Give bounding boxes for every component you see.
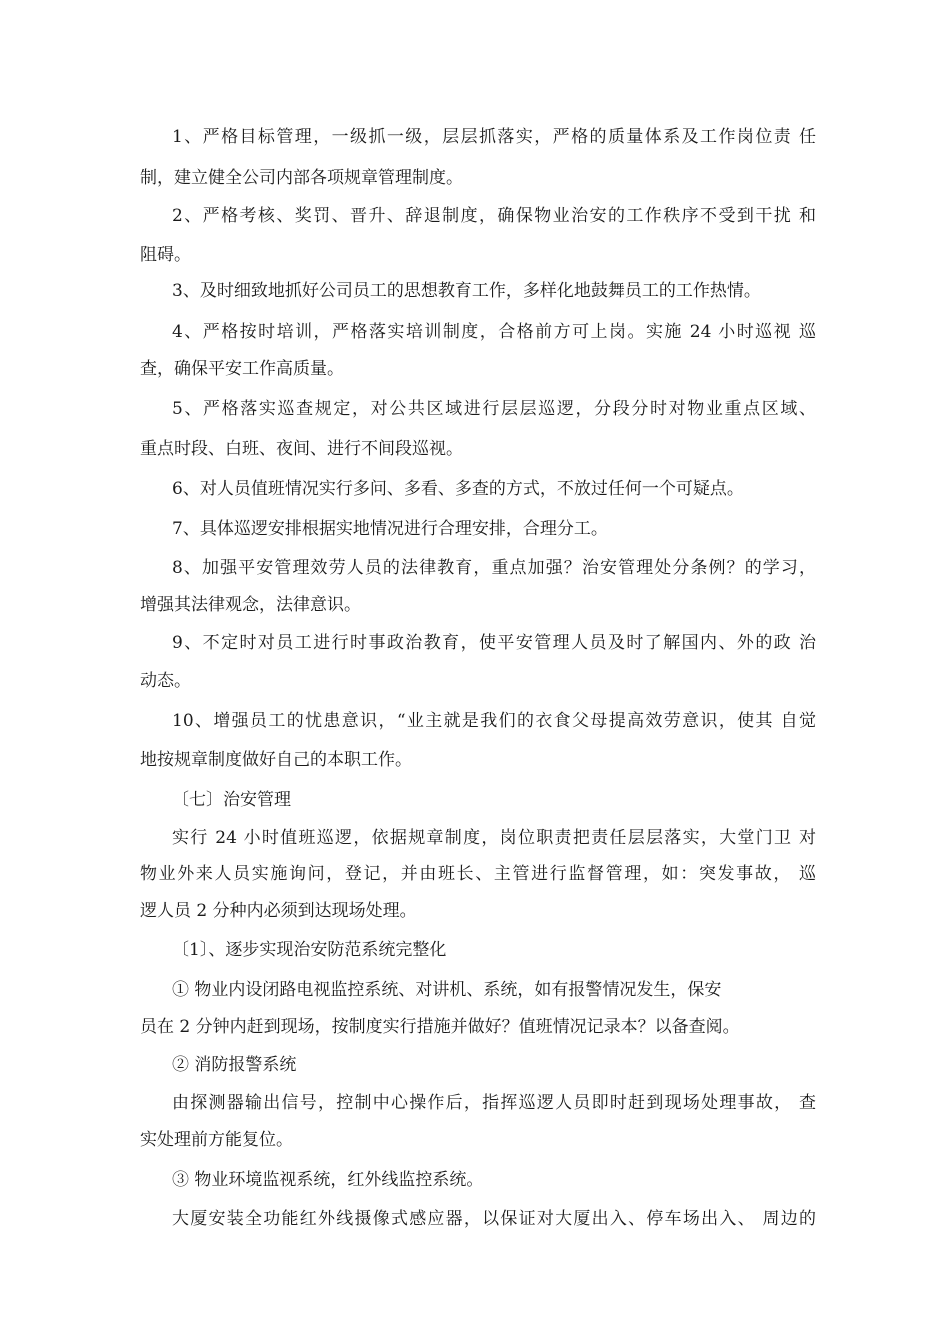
paragraph-8-line-2: 增强其法律观念，法律意识。 xyxy=(140,595,361,615)
paragraph-5-line-2: 重点时段、白班、夜间、进行不间段巡视。 xyxy=(140,439,463,459)
paragraph-6-line-1: 6、对人员值班情况实行多问、多看、多查的方式，不放过任何一个可疑点。 xyxy=(172,479,744,499)
paragraph-9-line-1: 9、不定时对员工进行时事政治教育，使平安管理人员及时了解国内、外的政 治 xyxy=(172,633,816,653)
paragraph-1-line-1: 1、严格目标管理，一级抓一级，层层抓落实，严格的质量体系及工作岗位责 任 xyxy=(172,127,816,147)
paragraph-11-line-3: 逻人员 2 分种内必须到达现场处理。 xyxy=(140,901,417,921)
paragraph-11-line-1: 实行 24 小时值班巡逻，依据规章制度，岗位职责把责任层层落实，大堂门卫 对 xyxy=(172,828,816,848)
item-3-heading: ③ 物业环境监视系统，红外线监控系统。 xyxy=(172,1170,484,1190)
paragraph-9-line-2: 动态。 xyxy=(140,671,191,691)
paragraph-8-line-1: 8、加强平安管理效劳人员的法律教育，重点加强？治安管理处分条例？的学习， xyxy=(172,558,816,578)
item-2-heading: ② 消防报警系统 xyxy=(172,1055,297,1075)
item-1-line-1: ① 物业内设闭路电视监控系统、对讲机、系统，如有报警情况发生，保安 xyxy=(172,980,722,1000)
item-1-line-2: 员在 2 分钟内赶到现场，按制度实行措施并做好？值班情况记录本？以备查阅。 xyxy=(140,1017,740,1037)
paragraph-4-line-1: 4、严格按时培训，严格落实培训制度，合格前方可上岗。实施 24 小时巡视 巡 xyxy=(172,322,816,342)
paragraph-4-line-2: 查，确保平安工作高质量。 xyxy=(140,359,344,379)
item-3-line-1: 大厦安装全功能红外线摄像式感应器，以保证对大厦出入、停车场出入、 周边的 xyxy=(172,1209,816,1229)
item-2-line-1: 由探测器输出信号，控制中心操作后，指挥巡逻人员即时赶到现场处理事故， 查 xyxy=(172,1093,816,1113)
section-heading-security: 〔七〕治安管理 xyxy=(172,790,291,810)
paragraph-3-line-1: 3、及时细致地抓好公司员工的思想教育工作，多样化地鼓舞员工的工作热情。 xyxy=(172,281,761,301)
paragraph-10-line-2: 地按规章制度做好自己的本职工作。 xyxy=(140,750,412,770)
item-2-line-2: 实处理前方能复位。 xyxy=(140,1130,293,1150)
paragraph-2-line-2: 阻碍。 xyxy=(140,245,191,265)
paragraph-10-line-1: 10、增强员工的忧患意识，“业主就是我们的衣食父母提高效劳意识，使其 自觉 xyxy=(172,711,816,731)
paragraph-1-line-2: 制，建立健全公司内部各项规章管理制度。 xyxy=(140,168,463,188)
paragraph-11-line-2: 物业外来人员实施询问，登记，并由班长、主管进行监督管理，如：突发事故， 巡 xyxy=(140,864,816,884)
paragraph-2-line-1: 2、严格考核、奖罚、晋升、辞退制度，确保物业治安的工作秩序不受到干扰 和 xyxy=(172,206,816,226)
subsection-heading-1: 〔1〕、逐步实现治安防范系统完整化 xyxy=(172,940,447,960)
paragraph-7-line-1: 7、具体巡逻安排根据实地情况进行合理安排，合理分工。 xyxy=(172,519,608,539)
paragraph-5-line-1: 5、严格落实巡查规定，对公共区域进行层层巡逻，分段分时对物业重点区域、 xyxy=(172,399,816,419)
